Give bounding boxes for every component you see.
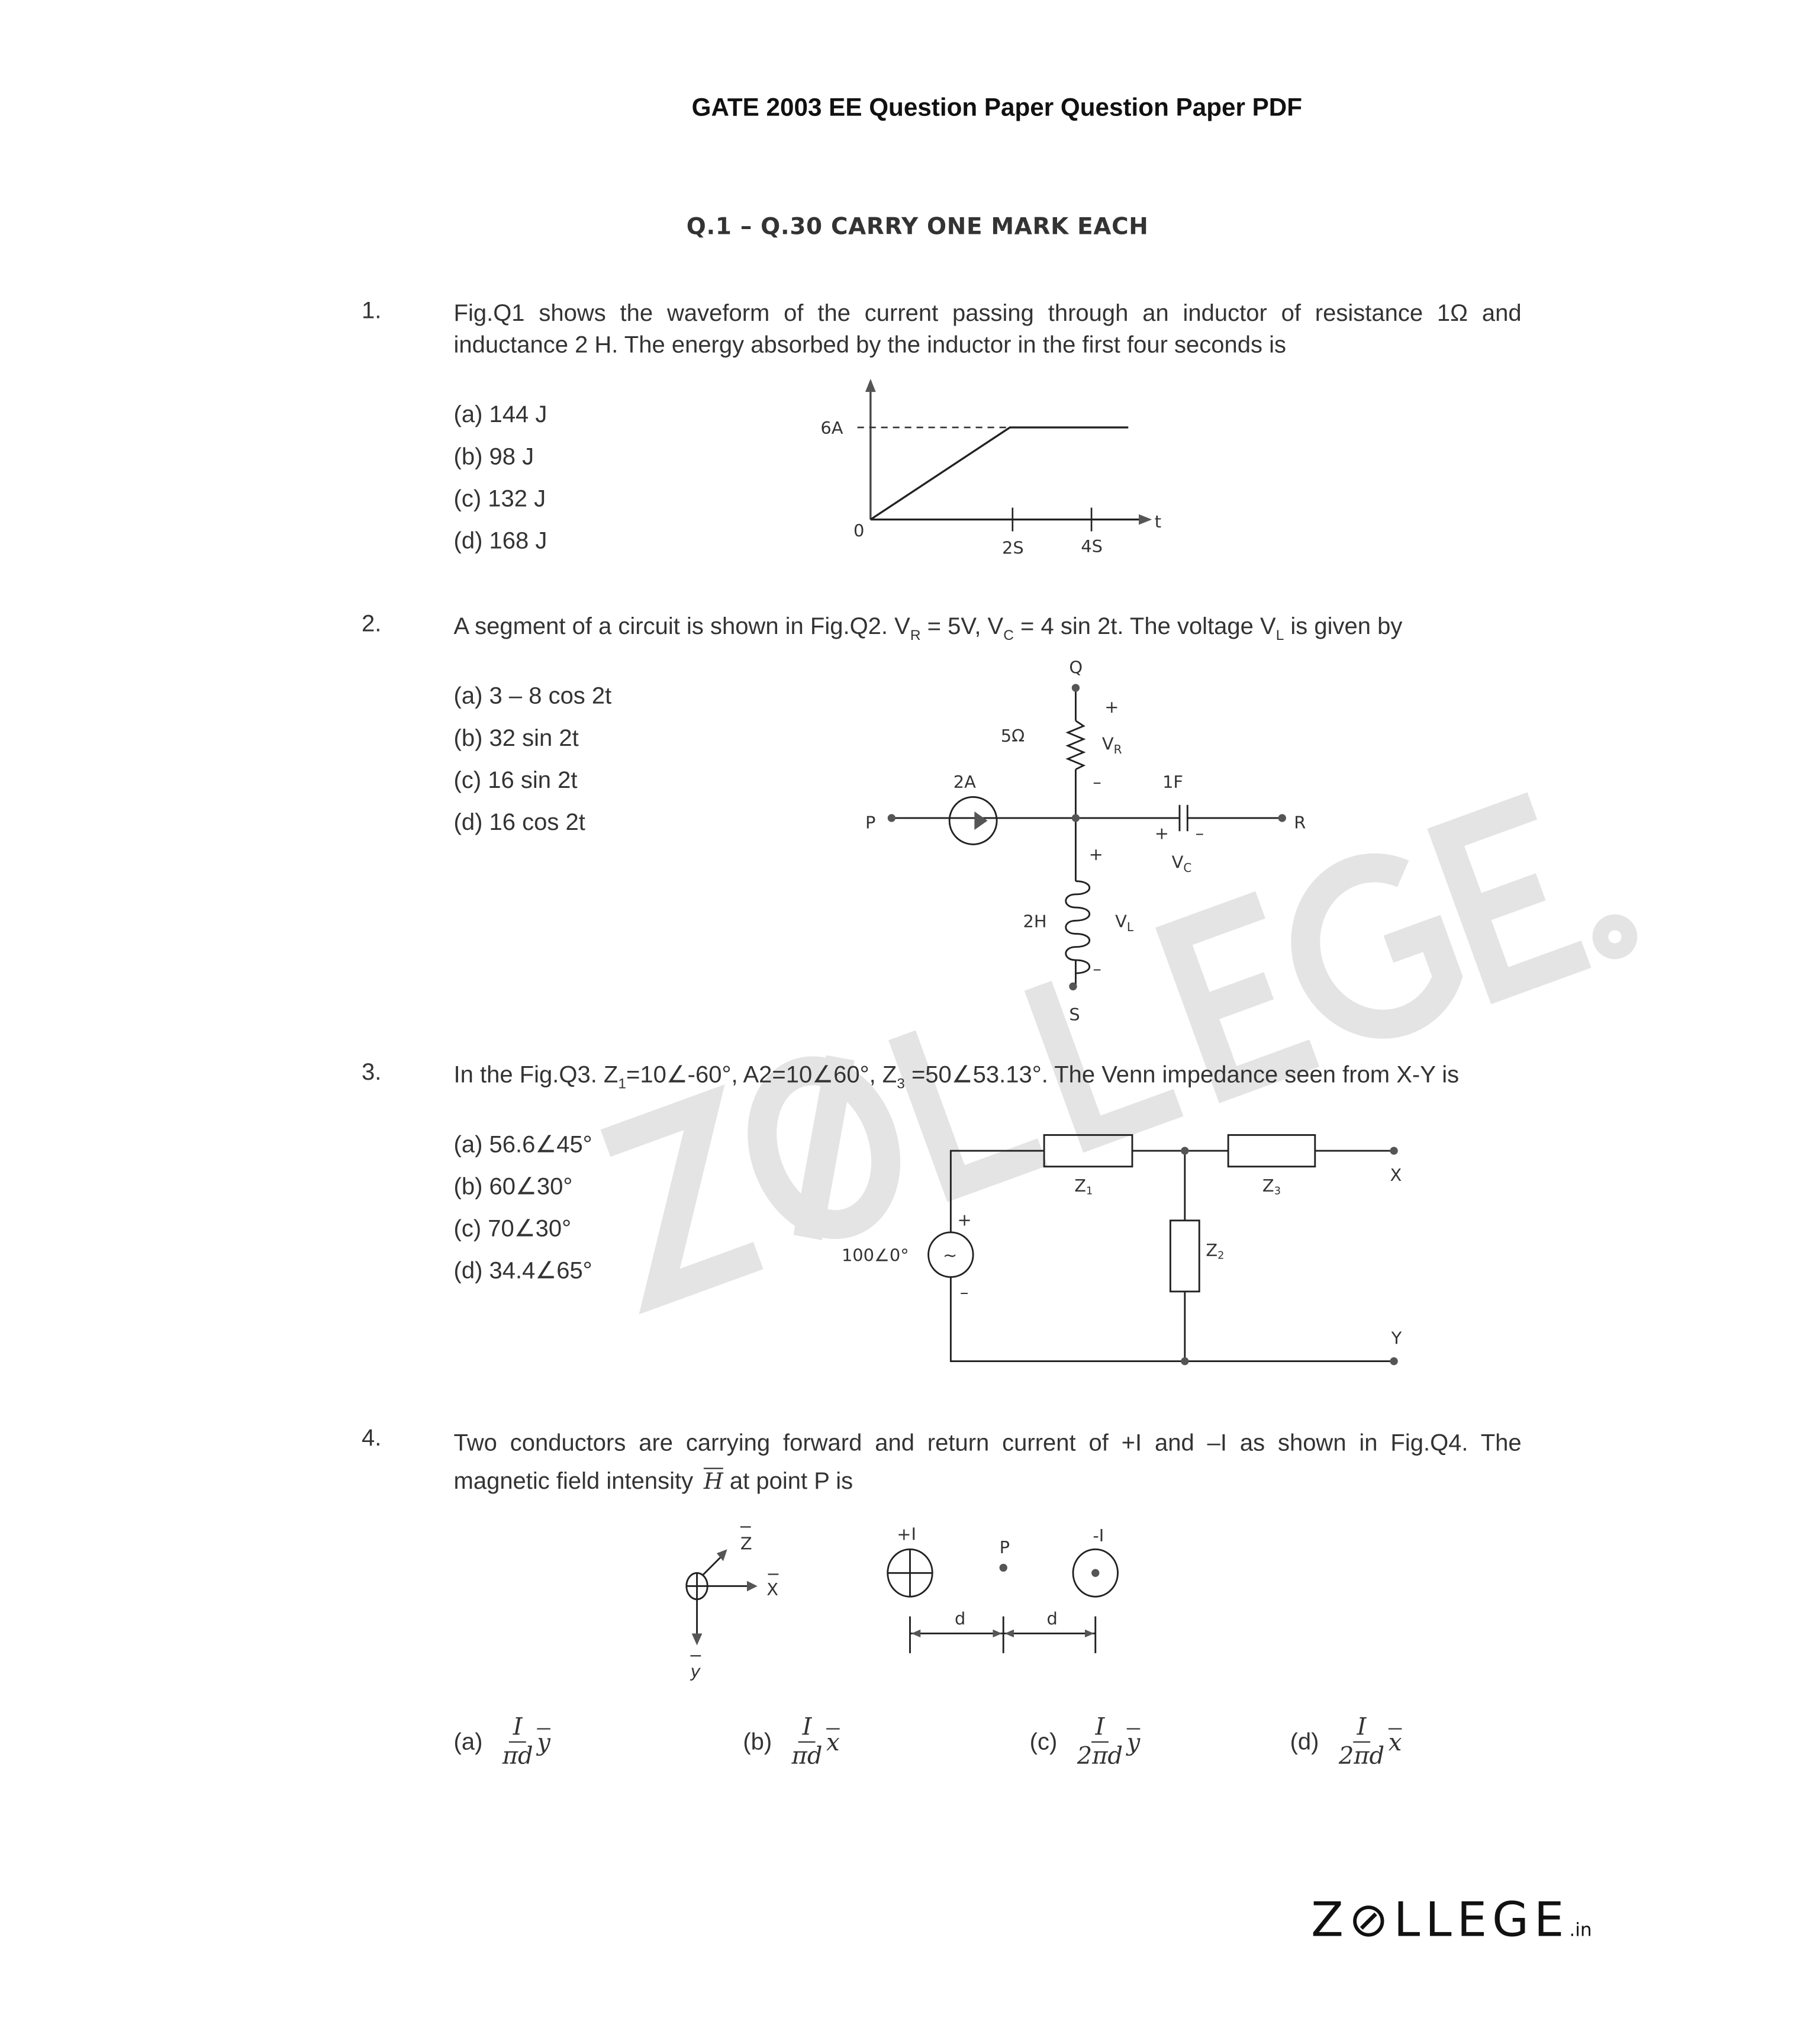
fraction: [1339, 1715, 1384, 1772]
option-c: (c) 70∠30°: [453, 1215, 572, 1242]
numerator: I: [1091, 1715, 1109, 1743]
fraction: [792, 1715, 823, 1772]
distance-label: d: [955, 1608, 966, 1628]
node-r-label: R: [1294, 812, 1306, 833]
text: = 5V, V: [920, 613, 1004, 639]
numerator: I: [1353, 1715, 1370, 1743]
source-label: 100∠0°: [841, 1245, 909, 1266]
option-c: (c) 16 sin 2t: [453, 767, 578, 793]
polarity-minus: –: [1093, 958, 1101, 979]
option-d: (d) 34.4∠65°: [453, 1257, 592, 1284]
option-b: (b) 32 sin 2t: [453, 725, 579, 751]
question-number: 4.: [361, 1424, 382, 1451]
option-label: (c): [1029, 1728, 1058, 1755]
polarity-minus: –: [1195, 823, 1204, 844]
text: Two conductors are carrying forward and return current of +I and –I as shown in Fig.Q4. The magnetic field intensity: [453, 1430, 1522, 1494]
question-number: 1.: [361, 297, 382, 324]
resistor-label: 5Ω: [1000, 726, 1025, 746]
node-p-label: P: [865, 812, 876, 833]
y-axis-label: y: [690, 1660, 701, 1681]
option-b: (b) 98 J: [453, 443, 534, 470]
y-label: 6A: [820, 418, 843, 439]
denominator: πd: [791, 1742, 823, 1771]
unit-vector: $\overline{x}$: [826, 1729, 840, 1757]
question-number: 2.: [361, 610, 382, 637]
capacitor-label: 1F: [1162, 771, 1184, 792]
option-c: (c) 132 J: [453, 485, 546, 512]
node-q-label: Q: [1069, 657, 1083, 678]
minus-i-label: -I: [1093, 1525, 1104, 1546]
option-a: (a) 56.6∠45°: [453, 1131, 592, 1158]
x-axis-label: X: [766, 1579, 779, 1600]
option-a: [454, 1715, 550, 1772]
option-c: [1030, 1715, 1141, 1772]
question-number: 3.: [361, 1058, 382, 1085]
polarity-plus: +: [957, 1209, 972, 1230]
h-vector: $\overline{H}$: [703, 1469, 723, 1495]
option-b: (b) 60∠30°: [453, 1173, 573, 1200]
node-s-label: S: [1069, 1005, 1080, 1025]
z-axis-label: Z: [740, 1533, 752, 1554]
subscript: L: [1275, 628, 1284, 644]
polarity-minus: –: [1093, 771, 1101, 792]
subscript: R: [910, 628, 921, 644]
section-title: Q.1 – Q.30 CARRY ONE MARK EACH: [686, 214, 1149, 241]
vl-label: $V_L$: [1115, 911, 1133, 935]
text: at point P is: [723, 1467, 853, 1494]
source-label: 2A: [953, 771, 976, 792]
option-label: (b): [743, 1728, 772, 1755]
terminal-y-label: Y: [1391, 1328, 1402, 1348]
logo-text: Z⊘LLEGE: [1311, 1894, 1570, 1948]
polarity-minus: –: [959, 1282, 969, 1302]
unit-vector: $\overline{x}$: [1388, 1729, 1402, 1757]
x-tick-label: 2S: [1002, 537, 1024, 558]
inductor-label: 2H: [1023, 911, 1047, 932]
option-d: [1290, 1715, 1402, 1772]
numerator: I: [509, 1715, 526, 1743]
terminal-x-label: X: [1390, 1165, 1402, 1186]
option-a: (a) 3 – 8 cos 2t: [453, 683, 612, 709]
vr-label: $V_R$: [1101, 733, 1122, 757]
denominator: 2πd: [1338, 1742, 1385, 1771]
option-d: (d) 16 cos 2t: [453, 809, 585, 835]
polarity-plus: +: [1104, 697, 1119, 717]
z1-label: Z1: [1074, 1175, 1093, 1198]
denominator: 2πd: [1077, 1742, 1123, 1771]
x-axis-label: t: [1154, 511, 1162, 532]
text: = 4 sin 2t. The voltage V: [1013, 613, 1276, 639]
option-b: [743, 1715, 839, 1772]
plus-i-label: +I: [897, 1524, 916, 1544]
fraction: [502, 1715, 533, 1772]
numerator: I: [798, 1715, 816, 1743]
option-a: (a) 144 J: [453, 401, 547, 428]
distance-label: d: [1046, 1608, 1058, 1628]
logo-suffix: .in: [1569, 1920, 1592, 1942]
unit-vector: $\overline{y}$: [1126, 1729, 1141, 1757]
subscript: 3: [897, 1076, 905, 1093]
option-label: (a): [453, 1728, 483, 1755]
z2-label: Z2: [1206, 1240, 1225, 1262]
vc-label: $V_C$: [1171, 852, 1192, 875]
fraction: [1077, 1715, 1123, 1772]
polarity-plus: +: [1088, 844, 1103, 865]
subscript: 1: [618, 1076, 626, 1093]
zollege-logo: [1311, 1894, 1592, 1948]
origin-label: 0: [853, 520, 865, 541]
text: is given by: [1284, 613, 1403, 639]
polarity-plus: +: [1154, 823, 1169, 844]
text: =50∠53.13°. The Venn impedance seen from X-Y is: [904, 1061, 1460, 1088]
z3-label: Z3: [1262, 1175, 1281, 1198]
point-p-label: P: [999, 1537, 1010, 1557]
x-tick-label: 4S: [1081, 536, 1103, 557]
option-d: (d) 168 J: [453, 527, 547, 554]
ac-symbol: ~: [943, 1245, 958, 1266]
denominator: πd: [502, 1742, 533, 1771]
page-title: GATE 2003 EE Question Paper Question Paper PDF: [691, 94, 1303, 123]
text: =10∠-60°, A2=10∠60°, Z: [626, 1061, 897, 1088]
question-text: Fig.Q1 shows the waveform of the current passing through an inductor of resistance 1Ω and inductance 2 H. The energy absorbed by the inductor in the first four seconds is: [453, 300, 1522, 358]
text: A segment of a circuit is shown in Fig.Q2. V: [453, 613, 910, 639]
unit-vector: $\overline{y}$: [537, 1729, 550, 1757]
text: In the Fig.Q3. Z: [453, 1061, 619, 1088]
option-label: (d): [1290, 1728, 1319, 1755]
subscript: C: [1003, 628, 1014, 644]
